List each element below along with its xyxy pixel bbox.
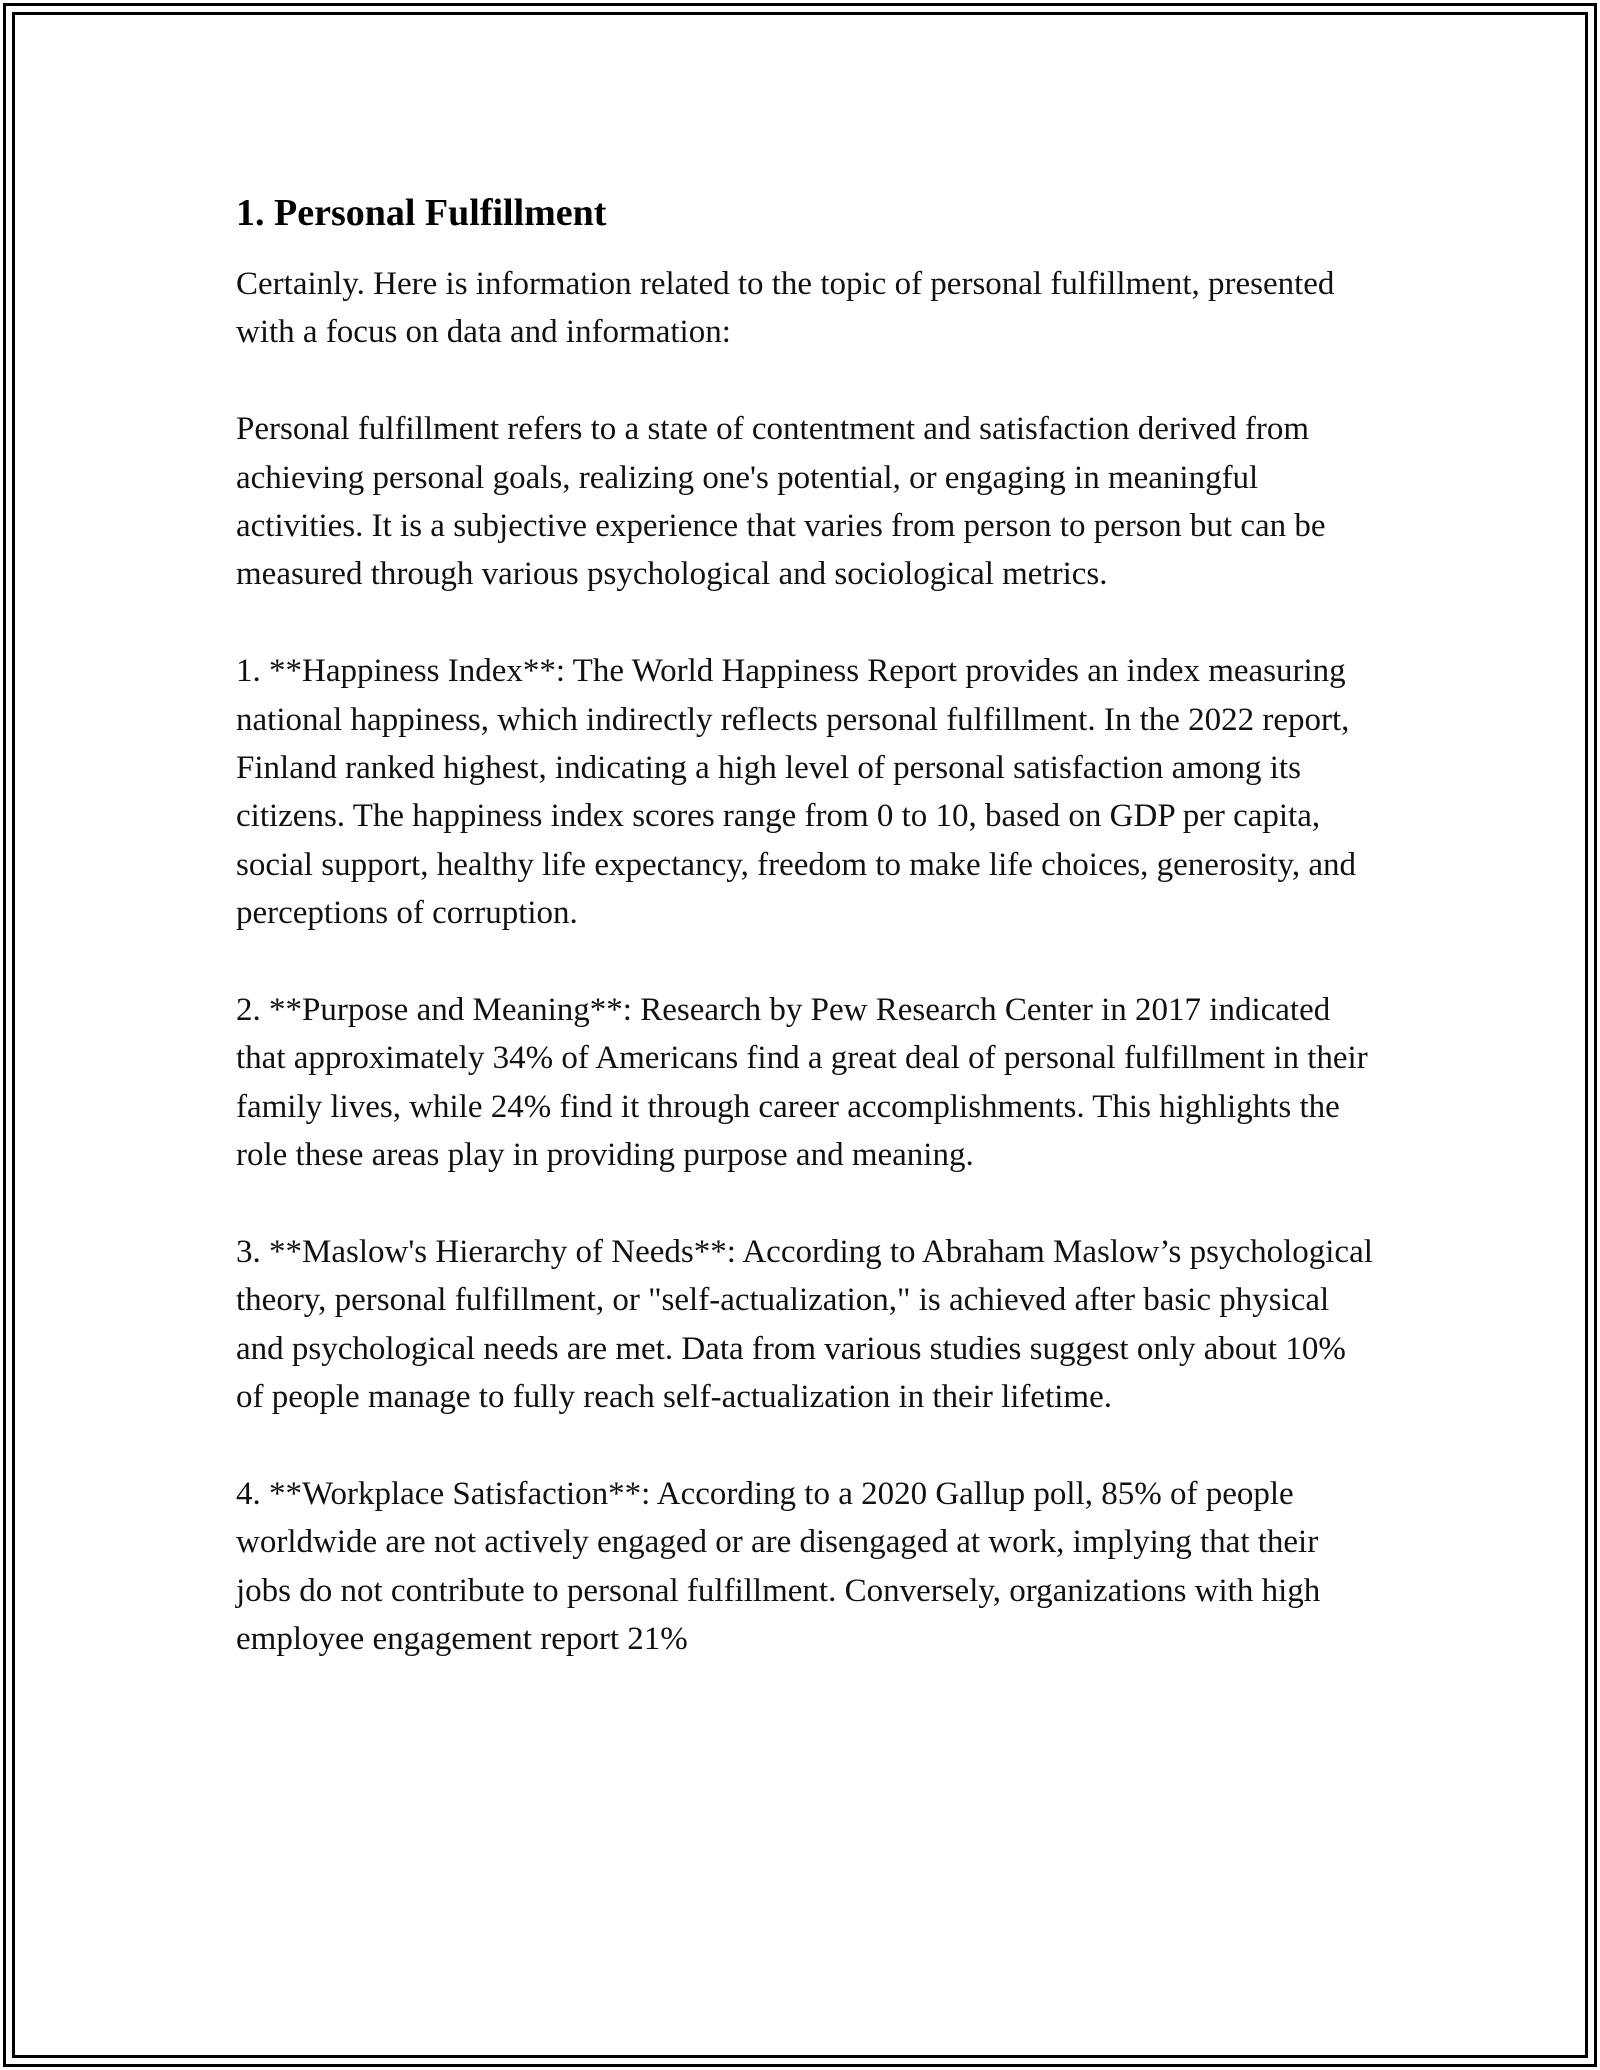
intro-paragraph: Certainly. Here is information related to the topic of personal fulfillment, presented with a focus on data and information: — [236, 266, 1335, 351]
happiness-index-paragraph: 1. **Happiness Index**: The World Happiness Report provides an index measuring national happiness, which indirectly reflects personal fulfillment. In the 2022 report, Finland ranked highest, indicating a high level of personal satisfaction among its citizens. The happiness index scores range from 0 to 10, based on GDP per capita, social support, healthy life expectancy, freedom to make life choices, generosity, and perceptions of corruption. — [236, 653, 1357, 932]
section-heading: 1. Personal Fulfillment — [236, 192, 607, 234]
definition-paragraph: Personal fulfillment refers to a state of contentment and satisfaction derived from achieving personal goals, realizing one's potential, or engaging in meaningful activities. It is a subjective experience that varies from person to person but can be measured through various psychological and sociological metrics. — [236, 411, 1326, 593]
document-body — [236, 186, 1376, 1712]
maslow-hierarchy-paragraph: 3. **Maslow's Hierarchy of Needs**: According to Abraham Maslow’s psychological theory, personal fulfillment, or "self-actualization," is achieved after basic physical and psychological needs are met. Data from various studies suggest only about 10% of people manage to fully reach self-actualization in their lifetime. — [236, 1234, 1373, 1416]
purpose-meaning-paragraph: 2. **Purpose and Meaning**: Research by Pew Research Center in 2017 indicated that approximately 34% of Americans find a great deal of personal fulfillment in their family lives, while 24% find it through career accomplishments. This highlights the role these areas play in providing purpose and meaning. — [236, 992, 1368, 1174]
workplace-satisfaction-paragraph: 4. **Workplace Satisfaction**: According to a 2020 Gallup poll, 85% of people worldwide are not actively engaged or are disengaged at work, implying that their jobs do not contribute to personal fulfillment. Conversely, organizations with high employee engagement report 21% — [236, 1476, 1321, 1658]
